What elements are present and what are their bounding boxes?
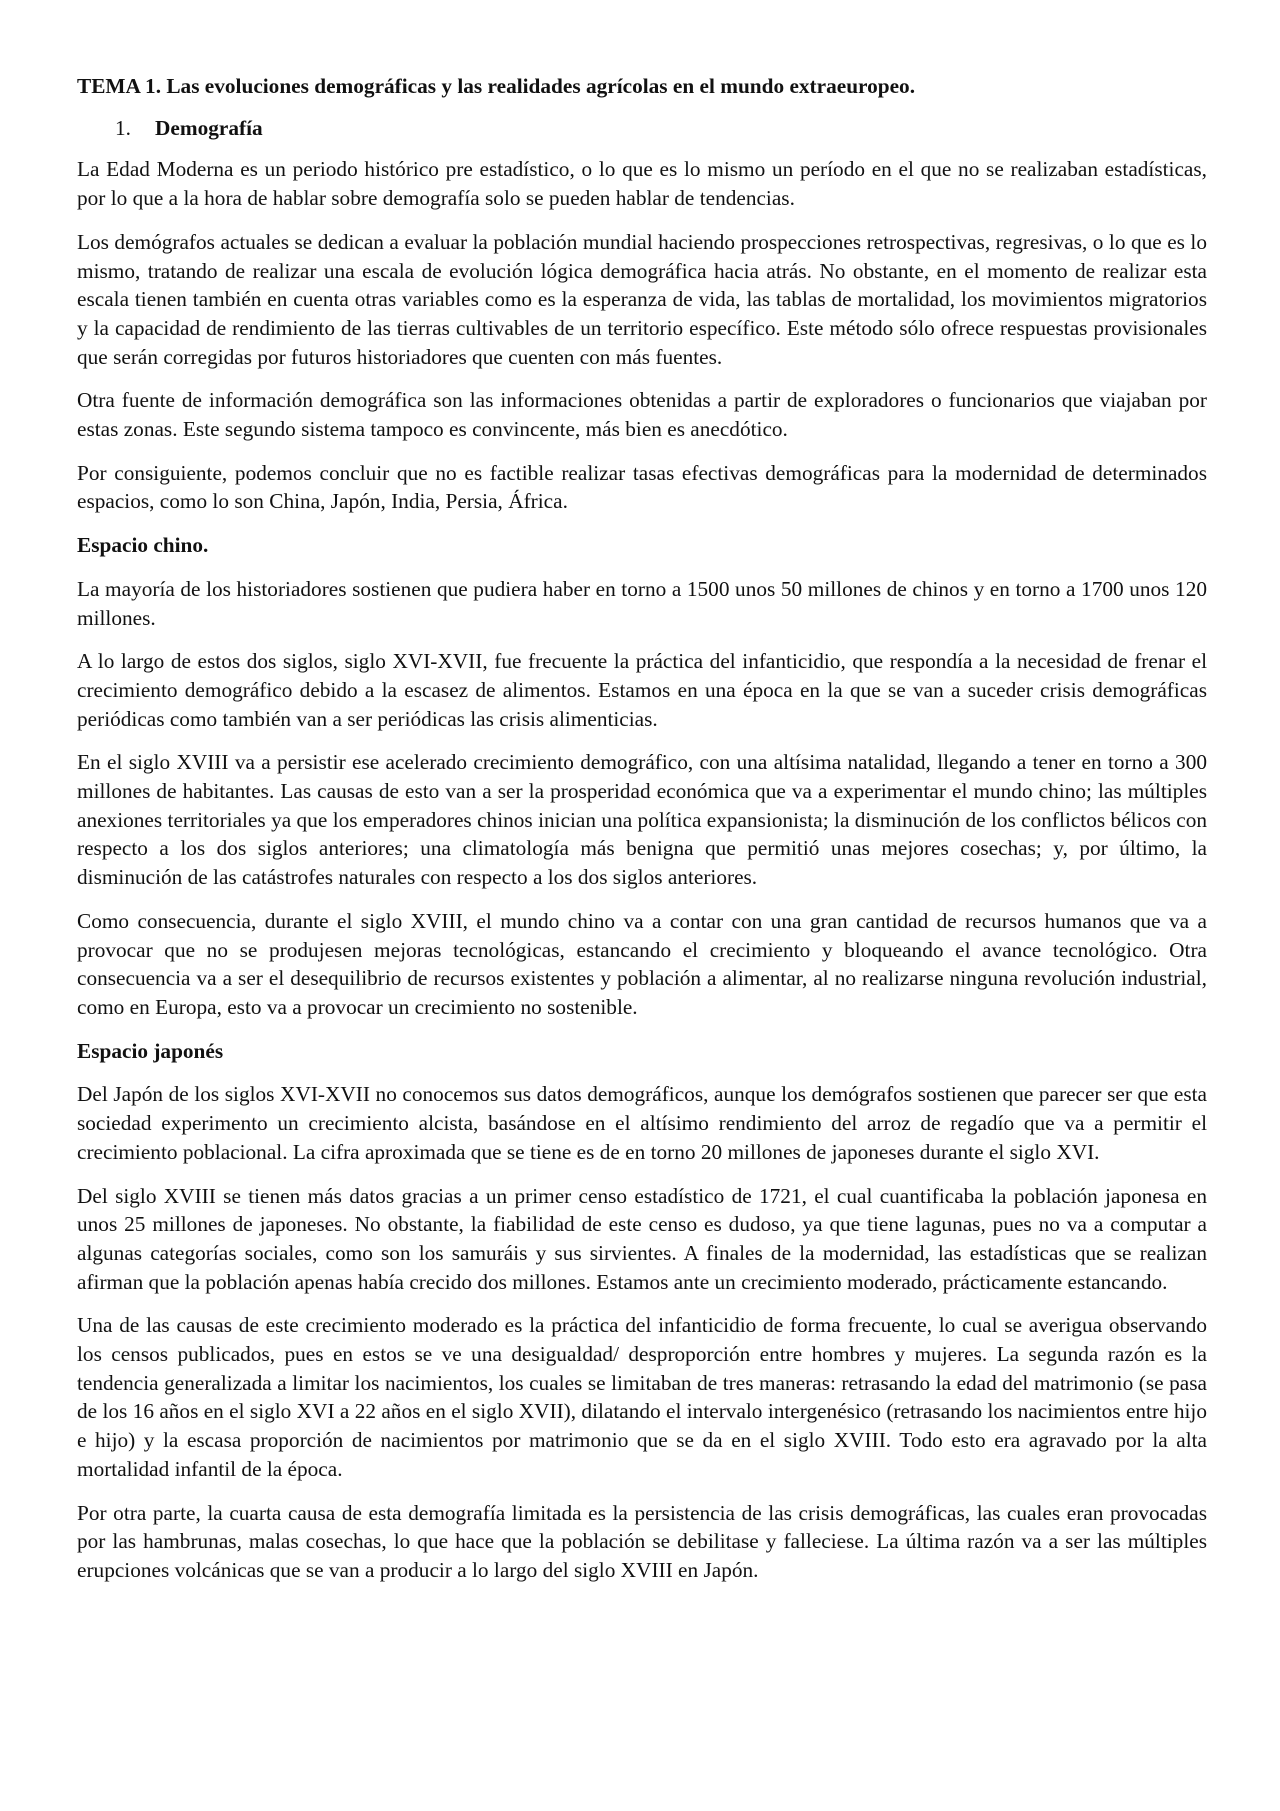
paragraph: La Edad Moderna es un periodo histórico pre estadístico, o lo que es lo mismo un período en el que no se realizaban estadísticas, por lo que a la hora de hablar sobre demografía solo se pueden hablar de tendencias. — [77, 157, 1207, 211]
document-page — [77, 72, 1207, 1600]
document-title: TEMA 1. Las evoluciones demográficas y las realidades agrícolas en el mundo extraeuropeo. — [77, 74, 916, 98]
paragraph: Los demógrafos actuales se dedican a evaluar la población mundial haciendo prospecciones retrospectivas, regresivas, o lo que es lo mismo, tratando de realizar una escala de evolución lógica demográfica hacia atrás. No obstante, en el momento de realizar esta escala tienen también en cuenta otras variables como es la esperanza de vida, las tablas de mortalidad, los movimientos migratorios y la capacidad de rendimiento de las tierras cultivables de un territorio específico. Este método sólo ofrece respuestas provisionales que serán corregidas por futuros historiadores que cuenten con más fuentes. — [77, 229, 1207, 369]
paragraph: Por consiguiente, podemos concluir que no es factible realizar tasas efectivas demográficas para la modernidad de determinados espacios, como lo son China, Japón, India, Persia, África. — [77, 460, 1207, 514]
paragraph: Otra fuente de información demográfica son las informaciones obtenidas a partir de exploradores o funcionarios que viajaban por estas zonas. Este segundo sistema tampoco es convincente, más bien es anecdótico. — [77, 388, 1207, 442]
paragraph: Por otra parte, la cuarta causa de esta demografía limitada es la persistencia de las crisis demográficas, las cuales eran provocadas por las hambrunas, malas cosechas, lo que hace que la población se debilitase y falleciese. La última razón va a ser las múltiples erupciones volcánicas que se van a producir a lo largo del siglo XVIII en Japón. — [77, 1500, 1207, 1582]
section-number: 1. — [115, 115, 131, 140]
section-label: Demografía — [155, 115, 263, 140]
subheading-espacio-japones: Espacio japonés — [77, 1038, 224, 1063]
paragraph: Una de las causas de este crecimiento moderado es la práctica del infanticidio de forma frecuente, lo cual se averigua observando los censos publicados, pues en estos se ve una desigualdad/ desproporción entre hombres y mujeres. La segunda razón es la tendencia generalizada a limitar los nacimientos, los cuales se limitaban de tres maneras: retrasando la edad del matrimonio (se pasa de los 16 años en el siglo XVI a 22 años en el siglo XVII), dilatando el intervalo intergenésico (retrasando los nacimientos entre hijo e hijo) y la escasa proporción de nacimientos por matrimonio que se da en el siglo XVIII. Todo esto era agravado por la alta mortalidad infantil de la época. — [77, 1313, 1207, 1481]
subheading-espacio-chino: Espacio chino. — [77, 533, 209, 558]
paragraph: La mayoría de los historiadores sostienen que pudiera haber en torno a 1500 unos 50 millones de chinos y en torno a 1700 unos 120 millones. — [77, 576, 1207, 630]
section-heading-demografia — [115, 114, 1207, 143]
paragraph: Como consecuencia, durante el siglo XVIII, el mundo chino va a contar con una gran cantidad de recursos humanos que va a provocar que no se produjesen mejoras tecnológicas, estancando el crecimiento y bloqueando el avance tecnológico. Otra consecuencia va a ser el desequilibrio de recursos existentes y población a alimentar, al no realizarse ninguna revolución industrial, como en Europa, esto va a provocar un crecimiento no sostenible. — [77, 908, 1207, 1019]
paragraph: Del Japón de los siglos XVI-XVII no conocemos sus datos demográficos, aunque los demógrafos sostienen que parecer ser que esta sociedad experimento un crecimiento alcista, basándose en el altísimo rendimiento del arroz de regadío que va a permitir el crecimiento poblacional. La cifra aproximada que se tiene es de en torno 20 millones de japoneses durante el siglo XVI. — [77, 1082, 1207, 1164]
paragraph: En el siglo XVIII va a persistir ese acelerado crecimiento demográfico, con una altísima natalidad, llegando a tener en torno a 300 millones de habitantes. Las causas de esto van a ser la prosperidad económica que va a experimentar el mundo chino; las múltiples anexiones territoriales ya que los emperadores chinos inician una política expansionista; la disminución de los conflictos bélicos con respecto a los dos siglos anteriores; una climatología más benigna que permitió unas mejores cosechas; y, por último, la disminución de las catástrofes naturales con respecto a los dos siglos anteriores. — [77, 750, 1207, 890]
paragraph: A lo largo de estos dos siglos, siglo XVI-XVII, fue frecuente la práctica del infanticidio, que respondía a la necesidad de frenar el crecimiento demográfico debido a la escasez de alimentos. Estamos en una época en la que se van a suceder crisis demográficas periódicas como también van a ser periódicas las crisis alimenticias. — [77, 649, 1207, 731]
paragraph: Del siglo XVIII se tienen más datos gracias a un primer censo estadístico de 1721, el cual cuantificaba la población japonesa en unos 25 millones de japoneses. No obstante, la fiabilidad de este censo es dudoso, ya que tiene lagunas, pues no va a computar a algunas categorías sociales, como son los samuráis y sus sirvientes. A finales de la modernidad, las estadísticas que se realizan afirman que la población apenas había crecido dos millones. Estamos ante un crecimiento moderado, prácticamente estancando. — [77, 1183, 1207, 1294]
